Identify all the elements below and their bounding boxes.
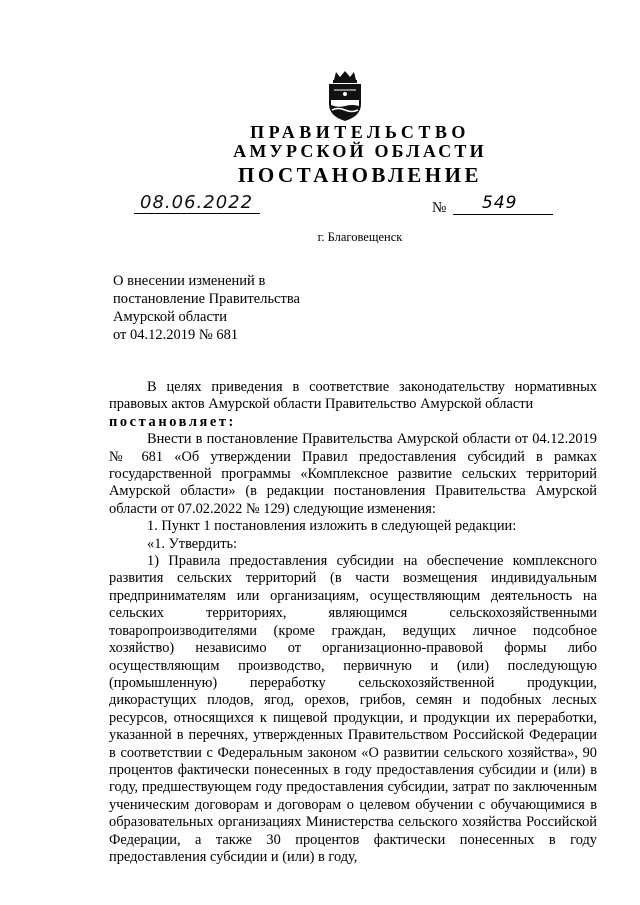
resolves-keyword: постановляет: [109,413,236,430]
subject-line: Амурской области [113,309,227,325]
decree-body [109,379,597,866]
body-paragraph: 1) Правила предоставления субсидии на обеспечение комплексного развития сельских территорий (в части возмещения индивидуальным предпринимателям или организациям, осуществляющим деятельность на сельских территориях, являющимся сельскохозяйственными товаропроизводителями (кроме граждан, ведущих личное подсобное хозяйство) независимо от организационно-правовой формы либо осуществляющим производство, первичную и (или) последующую (промышленную) переработку сельскохозяйственной продукции, дикорастущих плодов, ягод, орехов, грибов, семян и подобных лесных ресурсов, относящихся к пищевой продукции, и продукции их переработки, указанной в перечнях, утвержденных Правительством Российской Федерации в соответствии с Федеральным законом «О развитии сельского хозяйства», 90 процентов фактически понесенных в году предоставления субсидии и (или) в году, предшествующем году предоставления субсидии, затрат по заключенным ученическим договорам и договорам о целевом обучении с обучающимися в образовательных организациях Министерства сельского хозяйства Российской Федерации, а также 30 процентов фактически понесенных в году предоставления субсидии и (или) в году, [109,553,597,865]
government-title: ПРАВИТЕЛЬСТВО [250,122,470,142]
subject-line: от 04.12.2019 № 681 [113,327,239,343]
date-underline [134,213,260,214]
document-type-title: ПОСТАНОВЛЕНИЕ [238,163,482,187]
decree-date: 08.06.2022 [140,192,254,213]
region-title: АМУРСКОЙ ОБЛАСТИ [233,141,487,161]
coat-of-arms-icon [322,70,368,122]
subject-line: О внесении изменений в [113,273,266,289]
body-paragraph: 1. Пункт 1 постановления изложить в следующей редакции: [147,518,517,535]
body-paragraph: В целях приведения в соответствие законодательству нормативных правовых актов Амурской области Правительство Амурской области [109,379,597,413]
subject-line: постановление Правительства [113,291,300,307]
number-sign: № [432,200,447,216]
city-name: г. Благовещенск [317,230,403,244]
body-paragraph: «1. Утвердить: [147,535,238,552]
body-paragraph: Внести в постановление Правительства Амурской области от 04.12.2019 № 681 «Об утверждении Правил предоставления субсидий в рамках государственной программы «Комплексное развитие сельских территорий Амурской области» (в редакции постановления Правительства Амурской области от 07.02.2022 № 129) следующие изменения: [109,431,597,517]
decree-number: 549 [482,193,518,213]
decree-subject [113,272,373,344]
number-underline [453,214,553,215]
